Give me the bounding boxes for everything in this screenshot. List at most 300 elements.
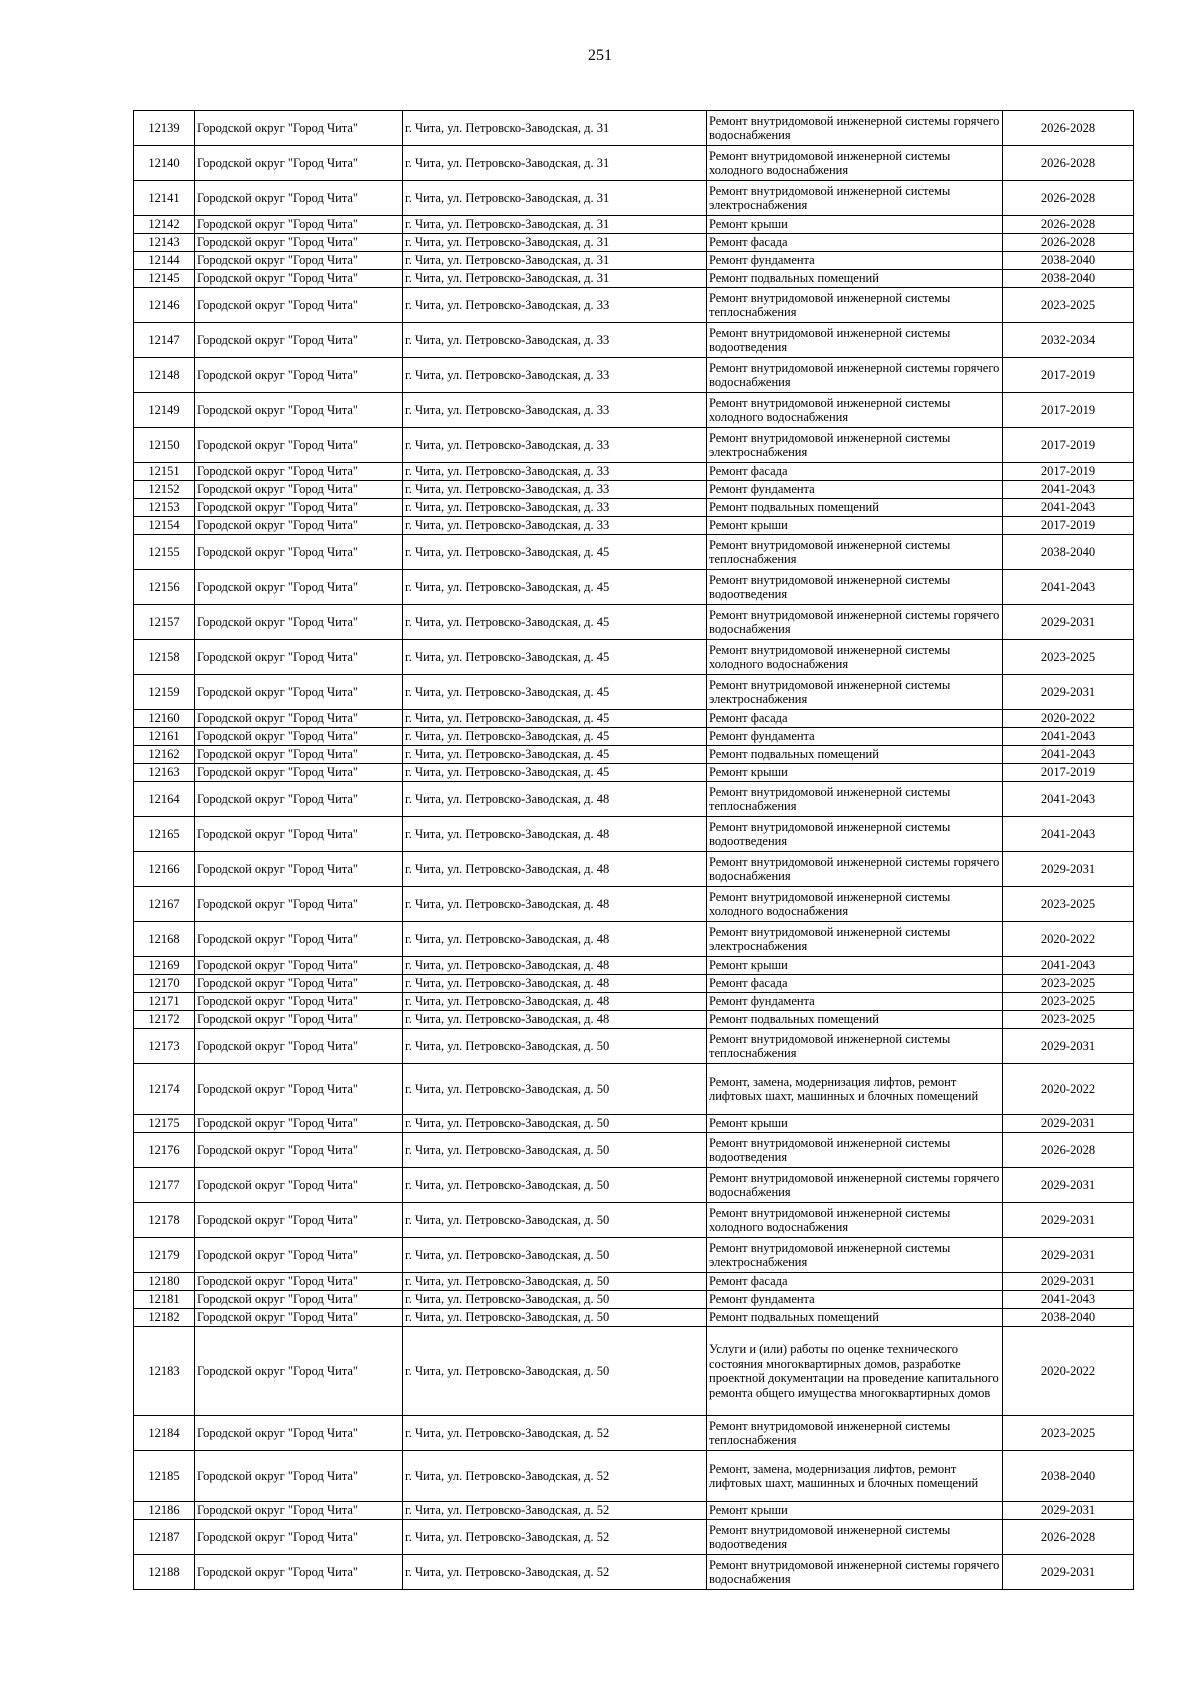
table-row (134, 146, 1134, 181)
period-cell: 2038-2040 (1003, 252, 1134, 270)
municipality-cell: Городской округ "Город Чита" (195, 1451, 403, 1502)
address-cell: г. Чита, ул. Петровско-Заводская, д. 33 (403, 481, 707, 499)
work-type-cell: Ремонт внутридомовой инженерной системы теплоснабжения (707, 782, 1003, 817)
period-cell: 2017-2019 (1003, 764, 1134, 782)
address-cell: г. Чита, ул. Петровско-Заводская, д. 48 (403, 852, 707, 887)
period-cell: 2017-2019 (1003, 428, 1134, 463)
work-type-cell: Ремонт крыши (707, 517, 1003, 535)
period-cell: 2029-2031 (1003, 1203, 1134, 1238)
row-number-cell: 12179 (134, 1238, 195, 1273)
period-cell: 2020-2022 (1003, 922, 1134, 957)
work-type-cell: Ремонт подвальных помещений (707, 1309, 1003, 1327)
table-row (134, 288, 1134, 323)
municipality-cell: Городской округ "Город Чита" (195, 764, 403, 782)
period-cell: 2026-2028 (1003, 1133, 1134, 1168)
municipality-cell: Городской округ "Город Чита" (195, 817, 403, 852)
work-type-cell: Ремонт внутридомовой инженерной системы холодного водоснабжения (707, 146, 1003, 181)
address-cell: г. Чита, ул. Петровско-Заводская, д. 48 (403, 782, 707, 817)
address-cell: г. Чита, ул. Петровско-Заводская, д. 33 (403, 463, 707, 481)
address-cell: г. Чита, ул. Петровско-Заводская, д. 50 (403, 1238, 707, 1273)
work-type-cell: Ремонт внутридомовой инженерной системы теплоснабжения (707, 535, 1003, 570)
period-cell: 2020-2022 (1003, 1064, 1134, 1115)
table-row (134, 216, 1134, 234)
row-number-cell: 12166 (134, 852, 195, 887)
work-type-cell: Ремонт внутридомовой инженерной системы электроснабжения (707, 922, 1003, 957)
address-cell: г. Чита, ул. Петровско-Заводская, д. 33 (403, 393, 707, 428)
period-cell: 2017-2019 (1003, 463, 1134, 481)
row-number-cell: 12146 (134, 288, 195, 323)
table-row (134, 605, 1134, 640)
municipality-cell: Городской округ "Город Чита" (195, 270, 403, 288)
address-cell: г. Чита, ул. Петровско-Заводская, д. 45 (403, 640, 707, 675)
municipality-cell: Городской округ "Город Чита" (195, 1555, 403, 1590)
row-number-cell: 12165 (134, 817, 195, 852)
period-cell: 2038-2040 (1003, 270, 1134, 288)
period-cell: 2017-2019 (1003, 358, 1134, 393)
period-cell: 2038-2040 (1003, 1451, 1134, 1502)
address-cell: г. Чита, ул. Петровско-Заводская, д. 45 (403, 605, 707, 640)
row-number-cell: 12188 (134, 1555, 195, 1590)
table-row (134, 1416, 1134, 1451)
row-number-cell: 12177 (134, 1168, 195, 1203)
row-number-cell: 12159 (134, 675, 195, 710)
work-type-cell: Ремонт внутридомовой инженерной системы водоотведения (707, 1133, 1003, 1168)
address-cell: г. Чита, ул. Петровско-Заводская, д. 50 (403, 1309, 707, 1327)
period-cell: 2041-2043 (1003, 957, 1134, 975)
table-row (134, 270, 1134, 288)
municipality-cell: Городской округ "Город Чита" (195, 1291, 403, 1309)
municipality-cell: Городской округ "Город Чита" (195, 111, 403, 146)
table-row (134, 1029, 1134, 1064)
work-type-cell: Ремонт фундамента (707, 993, 1003, 1011)
address-cell: г. Чита, ул. Петровско-Заводская, д. 31 (403, 216, 707, 234)
municipality-cell: Городской округ "Город Чита" (195, 234, 403, 252)
address-cell: г. Чита, ул. Петровско-Заводская, д. 52 (403, 1416, 707, 1451)
period-cell: 2041-2043 (1003, 481, 1134, 499)
municipality-cell: Городской округ "Город Чита" (195, 975, 403, 993)
table-row (134, 1064, 1134, 1115)
table-row (134, 428, 1134, 463)
municipality-cell: Городской округ "Город Чита" (195, 323, 403, 358)
row-number-cell: 12163 (134, 764, 195, 782)
table-row (134, 393, 1134, 428)
row-number-cell: 12142 (134, 216, 195, 234)
table-row (134, 1011, 1134, 1029)
work-type-cell: Услуги и (или) работы по оценке технического состояния многоквартирных домов, разработке проектной документации на проведение капитального ремонта общего имущества многоквартирных домов (707, 1327, 1003, 1416)
table-row (134, 1203, 1134, 1238)
row-number-cell: 12184 (134, 1416, 195, 1451)
period-cell: 2029-2031 (1003, 675, 1134, 710)
row-number-cell: 12157 (134, 605, 195, 640)
work-type-cell: Ремонт внутридомовой инженерной системы горячего водоснабжения (707, 358, 1003, 393)
municipality-cell: Городской округ "Город Чита" (195, 517, 403, 535)
municipality-cell: Городской округ "Город Чита" (195, 640, 403, 675)
period-cell: 2032-2034 (1003, 323, 1134, 358)
period-cell: 2038-2040 (1003, 535, 1134, 570)
work-type-cell: Ремонт фундамента (707, 728, 1003, 746)
row-number-cell: 12167 (134, 887, 195, 922)
table-row (134, 111, 1134, 146)
row-number-cell: 12153 (134, 499, 195, 517)
period-cell: 2023-2025 (1003, 993, 1134, 1011)
row-number-cell: 12145 (134, 270, 195, 288)
period-cell: 2029-2031 (1003, 1238, 1134, 1273)
table-row (134, 1168, 1134, 1203)
row-number-cell: 12154 (134, 517, 195, 535)
address-cell: г. Чита, ул. Петровско-Заводская, д. 45 (403, 675, 707, 710)
row-number-cell: 12147 (134, 323, 195, 358)
table-row (134, 957, 1134, 975)
table-row (134, 887, 1134, 922)
period-cell: 2029-2031 (1003, 1555, 1134, 1590)
row-number-cell: 12140 (134, 146, 195, 181)
work-type-cell: Ремонт фундамента (707, 252, 1003, 270)
table-row (134, 922, 1134, 957)
row-number-cell: 12187 (134, 1520, 195, 1555)
work-type-cell: Ремонт внутридомовой инженерной системы теплоснабжения (707, 288, 1003, 323)
work-type-cell: Ремонт фасада (707, 463, 1003, 481)
address-cell: г. Чита, ул. Петровско-Заводская, д. 50 (403, 1168, 707, 1203)
address-cell: г. Чита, ул. Петровско-Заводская, д. 33 (403, 323, 707, 358)
address-cell: г. Чита, ул. Петровско-Заводская, д. 48 (403, 817, 707, 852)
row-number-cell: 12143 (134, 234, 195, 252)
address-cell: г. Чита, ул. Петровско-Заводская, д. 31 (403, 270, 707, 288)
period-cell: 2026-2028 (1003, 111, 1134, 146)
work-type-cell: Ремонт внутридомовой инженерной системы водоотведения (707, 817, 1003, 852)
period-cell: 2026-2028 (1003, 181, 1134, 216)
table-row (134, 252, 1134, 270)
table-row (134, 517, 1134, 535)
table-row (134, 975, 1134, 993)
address-cell: г. Чита, ул. Петровско-Заводская, д. 48 (403, 922, 707, 957)
municipality-cell: Городской округ "Город Чита" (195, 146, 403, 181)
period-cell: 2029-2031 (1003, 1029, 1134, 1064)
work-type-cell: Ремонт крыши (707, 1115, 1003, 1133)
work-type-cell: Ремонт внутридомовой инженерной системы теплоснабжения (707, 1029, 1003, 1064)
work-type-cell: Ремонт внутридомовой инженерной системы водоотведения (707, 570, 1003, 605)
row-number-cell: 12158 (134, 640, 195, 675)
table-row (134, 1502, 1134, 1520)
address-cell: г. Чита, ул. Петровско-Заводская, д. 45 (403, 764, 707, 782)
address-cell: г. Чита, ул. Петровско-Заводская, д. 50 (403, 1291, 707, 1309)
municipality-cell: Городской округ "Город Чита" (195, 428, 403, 463)
table-row (134, 746, 1134, 764)
table-row (134, 1327, 1134, 1416)
row-number-cell: 12173 (134, 1029, 195, 1064)
period-cell: 2023-2025 (1003, 640, 1134, 675)
row-number-cell: 12150 (134, 428, 195, 463)
work-type-cell: Ремонт фасада (707, 1273, 1003, 1291)
period-cell: 2023-2025 (1003, 975, 1134, 993)
period-cell: 2041-2043 (1003, 728, 1134, 746)
capital-repair-table (133, 110, 1134, 1590)
row-number-cell: 12156 (134, 570, 195, 605)
period-cell: 2017-2019 (1003, 517, 1134, 535)
municipality-cell: Городской округ "Город Чита" (195, 1520, 403, 1555)
table-row (134, 675, 1134, 710)
address-cell: г. Чита, ул. Петровско-Заводская, д. 50 (403, 1115, 707, 1133)
municipality-cell: Городской округ "Город Чита" (195, 710, 403, 728)
work-type-cell: Ремонт внутридомовой инженерной системы холодного водоснабжения (707, 393, 1003, 428)
period-cell: 2041-2043 (1003, 746, 1134, 764)
row-number-cell: 12181 (134, 1291, 195, 1309)
work-type-cell: Ремонт крыши (707, 1502, 1003, 1520)
municipality-cell: Городской округ "Город Чита" (195, 605, 403, 640)
table-row (134, 817, 1134, 852)
municipality-cell: Городской округ "Город Чита" (195, 1168, 403, 1203)
work-type-cell: Ремонт внутридомовой инженерной системы теплоснабжения (707, 1416, 1003, 1451)
table-row (134, 535, 1134, 570)
row-number-cell: 12151 (134, 463, 195, 481)
period-cell: 2023-2025 (1003, 1416, 1134, 1451)
municipality-cell: Городской округ "Город Чита" (195, 1273, 403, 1291)
table-row (134, 463, 1134, 481)
address-cell: г. Чита, ул. Петровско-Заводская, д. 50 (403, 1327, 707, 1416)
work-type-cell: Ремонт внутридомовой инженерной системы водоотведения (707, 323, 1003, 358)
row-number-cell: 12141 (134, 181, 195, 216)
work-type-cell: Ремонт фундамента (707, 1291, 1003, 1309)
period-cell: 2026-2028 (1003, 1520, 1134, 1555)
row-number-cell: 12170 (134, 975, 195, 993)
row-number-cell: 12180 (134, 1273, 195, 1291)
table-row (134, 481, 1134, 499)
address-cell: г. Чита, ул. Петровско-Заводская, д. 50 (403, 1273, 707, 1291)
address-cell: г. Чита, ул. Петровско-Заводская, д. 50 (403, 1203, 707, 1238)
period-cell: 2020-2022 (1003, 710, 1134, 728)
table-row (134, 782, 1134, 817)
work-type-cell: Ремонт фундамента (707, 481, 1003, 499)
table-row (134, 1309, 1134, 1327)
work-type-cell: Ремонт фасада (707, 234, 1003, 252)
work-type-cell: Ремонт внутридомовой инженерной системы горячего водоснабжения (707, 605, 1003, 640)
work-type-cell: Ремонт внутридомовой инженерной системы холодного водоснабжения (707, 640, 1003, 675)
period-cell: 2020-2022 (1003, 1327, 1134, 1416)
municipality-cell: Городской округ "Город Чита" (195, 993, 403, 1011)
table-row (134, 1555, 1134, 1590)
work-type-cell: Ремонт, замена, модернизация лифтов, ремонт лифтовых шахт, машинных и блочных помещений (707, 1451, 1003, 1502)
row-number-cell: 12169 (134, 957, 195, 975)
municipality-cell: Городской округ "Город Чита" (195, 957, 403, 975)
table-row (134, 852, 1134, 887)
municipality-cell: Городской округ "Город Чита" (195, 1115, 403, 1133)
period-cell: 2041-2043 (1003, 1291, 1134, 1309)
work-type-cell: Ремонт внутридомовой инженерной системы горячего водоснабжения (707, 1168, 1003, 1203)
row-number-cell: 12144 (134, 252, 195, 270)
table-row (134, 993, 1134, 1011)
work-type-cell: Ремонт внутридомовой инженерной системы горячего водоснабжения (707, 111, 1003, 146)
address-cell: г. Чита, ул. Петровско-Заводская, д. 33 (403, 428, 707, 463)
municipality-cell: Городской округ "Город Чита" (195, 1309, 403, 1327)
address-cell: г. Чита, ул. Петровско-Заводская, д. 52 (403, 1451, 707, 1502)
period-cell: 2029-2031 (1003, 1273, 1134, 1291)
table-row (134, 728, 1134, 746)
municipality-cell: Городской округ "Город Чита" (195, 1502, 403, 1520)
table-row (134, 1133, 1134, 1168)
municipality-cell: Городской округ "Город Чита" (195, 852, 403, 887)
address-cell: г. Чита, ул. Петровско-Заводская, д. 31 (403, 146, 707, 181)
municipality-cell: Городской округ "Город Чита" (195, 463, 403, 481)
work-type-cell: Ремонт внутридомовой инженерной системы электроснабжения (707, 675, 1003, 710)
row-number-cell: 12174 (134, 1064, 195, 1115)
address-cell: г. Чита, ул. Петровско-Заводская, д. 33 (403, 499, 707, 517)
period-cell: 2041-2043 (1003, 817, 1134, 852)
address-cell: г. Чита, ул. Петровско-Заводская, д. 45 (403, 728, 707, 746)
row-number-cell: 12149 (134, 393, 195, 428)
work-type-cell: Ремонт внутридомовой инженерной системы водоотведения (707, 1520, 1003, 1555)
address-cell: г. Чита, ул. Петровско-Заводская, д. 48 (403, 887, 707, 922)
work-type-cell: Ремонт подвальных помещений (707, 1011, 1003, 1029)
address-cell: г. Чита, ул. Петровско-Заводская, д. 48 (403, 993, 707, 1011)
table-body (134, 111, 1134, 1590)
address-cell: г. Чита, ул. Петровско-Заводская, д. 52 (403, 1520, 707, 1555)
address-cell: г. Чита, ул. Петровско-Заводская, д. 48 (403, 957, 707, 975)
table-row (134, 1520, 1134, 1555)
row-number-cell: 12152 (134, 481, 195, 499)
address-cell: г. Чита, ул. Петровско-Заводская, д. 45 (403, 746, 707, 764)
period-cell: 2041-2043 (1003, 570, 1134, 605)
row-number-cell: 12182 (134, 1309, 195, 1327)
address-cell: г. Чита, ул. Петровско-Заводская, д. 31 (403, 181, 707, 216)
period-cell: 2041-2043 (1003, 499, 1134, 517)
municipality-cell: Городской округ "Город Чита" (195, 1416, 403, 1451)
row-number-cell: 12155 (134, 535, 195, 570)
table-row (134, 1115, 1134, 1133)
address-cell: г. Чита, ул. Петровско-Заводская, д. 50 (403, 1029, 707, 1064)
row-number-cell: 12171 (134, 993, 195, 1011)
municipality-cell: Городской округ "Город Чита" (195, 782, 403, 817)
work-type-cell: Ремонт, замена, модернизация лифтов, ремонт лифтовых шахт, машинных и блочных помещений (707, 1064, 1003, 1115)
row-number-cell: 12139 (134, 111, 195, 146)
work-type-cell: Ремонт внутридомовой инженерной системы холодного водоснабжения (707, 1203, 1003, 1238)
row-number-cell: 12160 (134, 710, 195, 728)
table-row (134, 764, 1134, 782)
table-row (134, 570, 1134, 605)
address-cell: г. Чита, ул. Петровско-Заводская, д. 31 (403, 234, 707, 252)
municipality-cell: Городской округ "Город Чита" (195, 570, 403, 605)
work-type-cell: Ремонт внутридомовой инженерной системы электроснабжения (707, 181, 1003, 216)
work-type-cell: Ремонт подвальных помещений (707, 270, 1003, 288)
municipality-cell: Городской округ "Город Чита" (195, 216, 403, 234)
address-cell: г. Чита, ул. Петровско-Заводская, д. 33 (403, 288, 707, 323)
work-type-cell: Ремонт крыши (707, 764, 1003, 782)
row-number-cell: 12172 (134, 1011, 195, 1029)
period-cell: 2026-2028 (1003, 234, 1134, 252)
work-type-cell: Ремонт внутридомовой инженерной системы электроснабжения (707, 428, 1003, 463)
address-cell: г. Чита, ул. Петровско-Заводская, д. 50 (403, 1133, 707, 1168)
table-row (134, 640, 1134, 675)
period-cell: 2029-2031 (1003, 852, 1134, 887)
work-type-cell: Ремонт внутридомовой инженерной системы электроснабжения (707, 1238, 1003, 1273)
row-number-cell: 12162 (134, 746, 195, 764)
municipality-cell: Городской округ "Город Чита" (195, 746, 403, 764)
period-cell: 2038-2040 (1003, 1309, 1134, 1327)
municipality-cell: Городской округ "Город Чита" (195, 393, 403, 428)
work-type-cell: Ремонт фасада (707, 975, 1003, 993)
page-number: 251 (588, 47, 612, 64)
work-type-cell: Ремонт внутридомовой инженерной системы холодного водоснабжения (707, 887, 1003, 922)
address-cell: г. Чита, ул. Петровско-Заводская, д. 33 (403, 358, 707, 393)
table-row (134, 323, 1134, 358)
municipality-cell: Городской округ "Город Чита" (195, 358, 403, 393)
period-cell: 2023-2025 (1003, 887, 1134, 922)
address-cell: г. Чита, ул. Петровско-Заводская, д. 31 (403, 252, 707, 270)
address-cell: г. Чита, ул. Петровско-Заводская, д. 50 (403, 1064, 707, 1115)
row-number-cell: 12148 (134, 358, 195, 393)
address-cell: г. Чита, ул. Петровско-Заводская, д. 52 (403, 1502, 707, 1520)
row-number-cell: 12183 (134, 1327, 195, 1416)
row-number-cell: 12161 (134, 728, 195, 746)
table-row (134, 181, 1134, 216)
municipality-cell: Городской округ "Город Чита" (195, 922, 403, 957)
municipality-cell: Городской округ "Город Чита" (195, 728, 403, 746)
municipality-cell: Городской округ "Город Чита" (195, 288, 403, 323)
address-cell: г. Чита, ул. Петровско-Заводская, д. 45 (403, 710, 707, 728)
address-cell: г. Чита, ул. Петровско-Заводская, д. 48 (403, 1011, 707, 1029)
period-cell: 2026-2028 (1003, 146, 1134, 181)
address-cell: г. Чита, ул. Петровско-Заводская, д. 33 (403, 517, 707, 535)
table-row (134, 1238, 1134, 1273)
row-number-cell: 12176 (134, 1133, 195, 1168)
period-cell: 2041-2043 (1003, 782, 1134, 817)
table-row (134, 710, 1134, 728)
table-row (134, 1291, 1134, 1309)
period-cell: 2029-2031 (1003, 1115, 1134, 1133)
period-cell: 2026-2028 (1003, 216, 1134, 234)
work-type-cell: Ремонт подвальных помещений (707, 499, 1003, 517)
municipality-cell: Городской округ "Город Чита" (195, 1238, 403, 1273)
period-cell: 2023-2025 (1003, 288, 1134, 323)
municipality-cell: Городской округ "Город Чита" (195, 1011, 403, 1029)
period-cell: 2017-2019 (1003, 393, 1134, 428)
work-type-cell: Ремонт внутридомовой инженерной системы горячего водоснабжения (707, 852, 1003, 887)
municipality-cell: Городской округ "Город Чита" (195, 181, 403, 216)
table-row (134, 499, 1134, 517)
work-type-cell: Ремонт крыши (707, 216, 1003, 234)
work-type-cell: Ремонт внутридомовой инженерной системы горячего водоснабжения (707, 1555, 1003, 1590)
work-type-cell: Ремонт фасада (707, 710, 1003, 728)
table-row (134, 1451, 1134, 1502)
municipality-cell: Городской округ "Город Чита" (195, 252, 403, 270)
municipality-cell: Городской округ "Город Чита" (195, 1203, 403, 1238)
table-row (134, 1273, 1134, 1291)
row-number-cell: 12178 (134, 1203, 195, 1238)
period-cell: 2029-2031 (1003, 1168, 1134, 1203)
table-row (134, 358, 1134, 393)
row-number-cell: 12175 (134, 1115, 195, 1133)
municipality-cell: Городской округ "Город Чита" (195, 675, 403, 710)
municipality-cell: Городской округ "Город Чита" (195, 1133, 403, 1168)
municipality-cell: Городской округ "Город Чита" (195, 1064, 403, 1115)
address-cell: г. Чита, ул. Петровско-Заводская, д. 45 (403, 570, 707, 605)
row-number-cell: 12186 (134, 1502, 195, 1520)
row-number-cell: 12164 (134, 782, 195, 817)
municipality-cell: Городской округ "Город Чита" (195, 887, 403, 922)
municipality-cell: Городской округ "Город Чита" (195, 481, 403, 499)
municipality-cell: Городской округ "Город Чита" (195, 499, 403, 517)
work-type-cell: Ремонт крыши (707, 957, 1003, 975)
address-cell: г. Чита, ул. Петровско-Заводская, д. 48 (403, 975, 707, 993)
period-cell: 2029-2031 (1003, 605, 1134, 640)
row-number-cell: 12168 (134, 922, 195, 957)
municipality-cell: Городской округ "Город Чита" (195, 1327, 403, 1416)
work-type-cell: Ремонт подвальных помещений (707, 746, 1003, 764)
period-cell: 2029-2031 (1003, 1502, 1134, 1520)
address-cell: г. Чита, ул. Петровско-Заводская, д. 31 (403, 111, 707, 146)
period-cell: 2023-2025 (1003, 1011, 1134, 1029)
municipality-cell: Городской округ "Город Чита" (195, 535, 403, 570)
table-row (134, 234, 1134, 252)
municipality-cell: Городской округ "Город Чита" (195, 1029, 403, 1064)
